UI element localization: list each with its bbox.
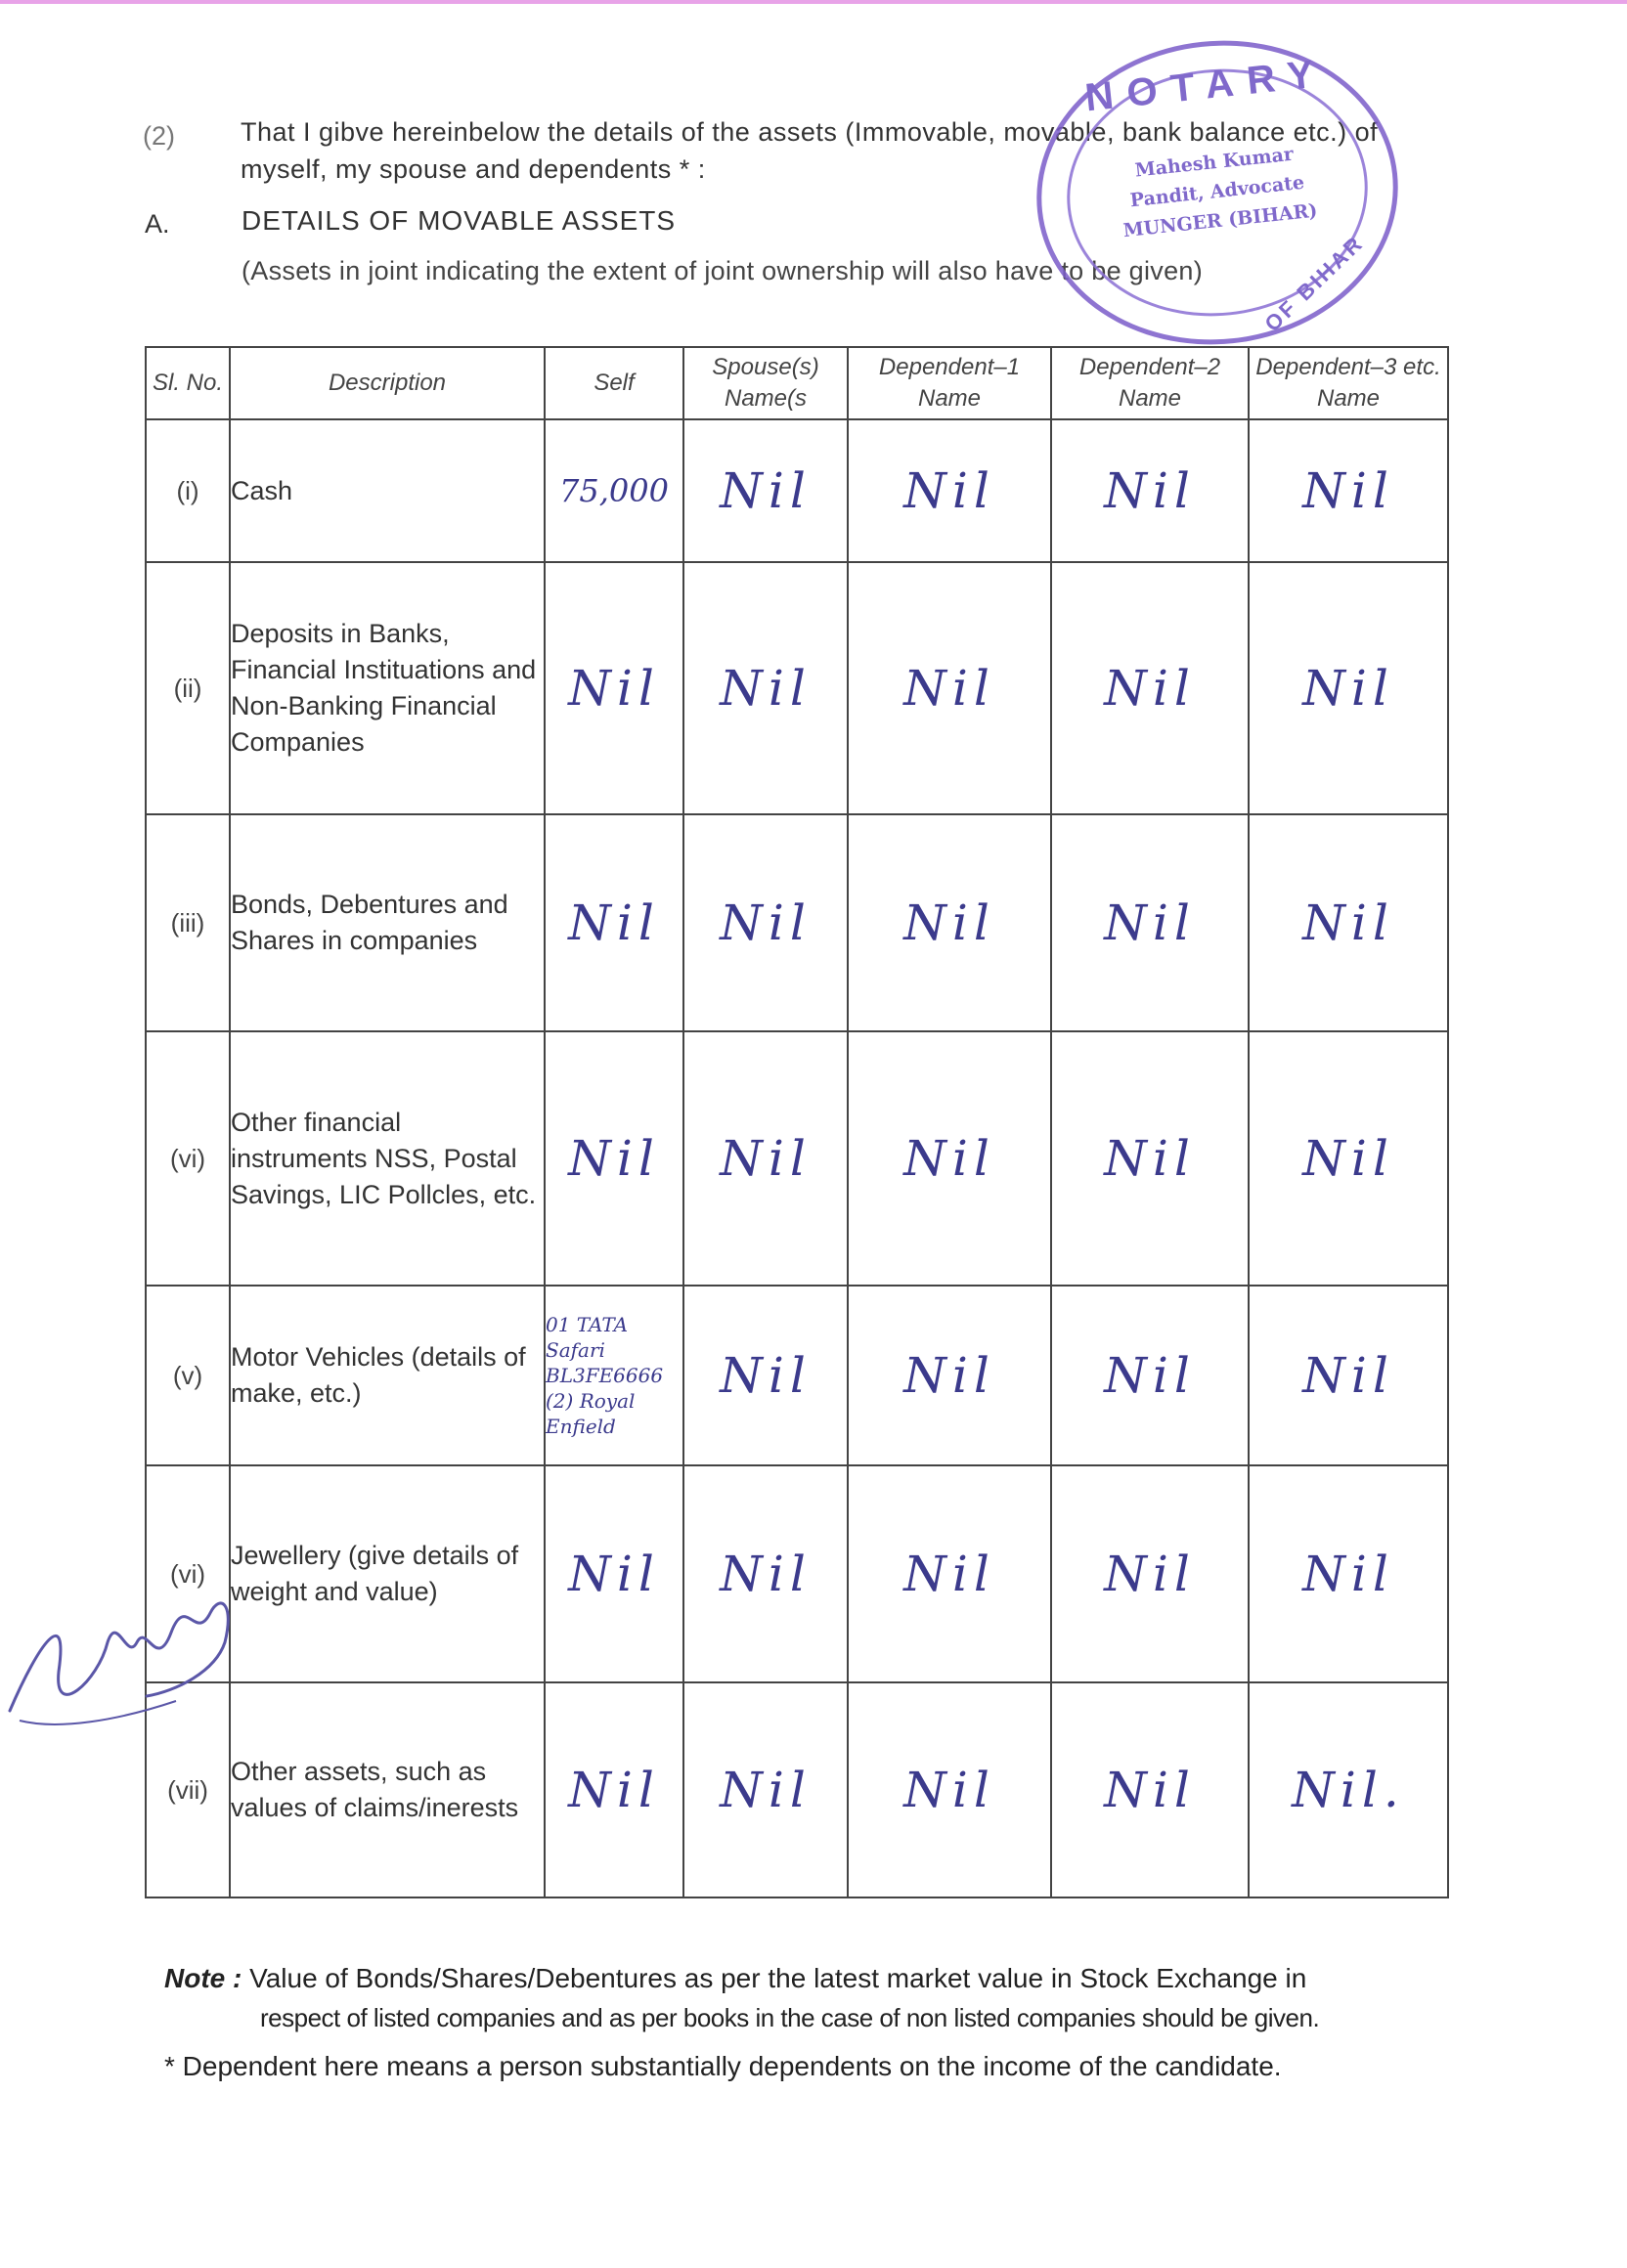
header-self: Self (545, 347, 683, 419)
table-header-row (146, 347, 1448, 419)
table-row (146, 1465, 1448, 1682)
row-description: Jewellery (give details of weight and value) (230, 1465, 545, 1682)
row-dep3-value: Nil (1249, 814, 1448, 1031)
row-dep1-value: Nil (848, 562, 1051, 814)
header-spouse: Spouse(s) Name(s (683, 347, 848, 419)
row-description: Cash (230, 419, 545, 562)
table-row (146, 814, 1448, 1031)
row-sl: (vi) (146, 1031, 230, 1286)
row-self-value: Nil (545, 1031, 683, 1286)
row-sl: (ii) (146, 562, 230, 814)
row-self-value: 75,000 (545, 419, 683, 562)
row-dep1-value: Nil (848, 1286, 1051, 1465)
stamp-state: OF BIHAR (1259, 230, 1369, 337)
row-sl: (iii) (146, 814, 230, 1031)
table-row (146, 562, 1448, 814)
paragraph-text: That I gibve hereinbelow the details of the assets (Immovable, movable, bank balance etc.) of myself, my spouse and dependents * : (241, 117, 1379, 184)
row-spouse-value: Nil (683, 1286, 848, 1465)
row-spouse-value: Nil (683, 562, 848, 814)
row-description: Motor Vehicles (details of make, etc.) (230, 1286, 545, 1465)
row-dep2-value: Nil (1051, 419, 1249, 562)
header-sl-no: Sl. No. (146, 347, 230, 419)
row-self-value: Nil (545, 562, 683, 814)
row-dep1-value: Nil (848, 1465, 1051, 1682)
table-row (146, 1682, 1448, 1897)
top-border-line (0, 0, 1627, 4)
row-dep3-value: Nil (1249, 419, 1448, 562)
vehicle-line-2: BL3FE6666 (546, 1364, 664, 1387)
row-dep2-value: Nil (1051, 814, 1249, 1031)
note-label: Note : (164, 1963, 242, 1993)
row-sl: (vii) (146, 1682, 230, 1897)
vehicle-line-1: 01 TATA Safari (546, 1313, 629, 1362)
row-dep3-value: Nil (1249, 562, 1448, 814)
row-dep3-value: Nil. (1249, 1682, 1448, 1897)
row-dep1-value: Nil (848, 814, 1051, 1031)
row-dep3-value: Nil (1249, 1465, 1448, 1682)
header-dependent-1: Dependent–1 Name (848, 347, 1051, 419)
row-dep3-value: Nil (1249, 1031, 1448, 1286)
row-description: Other assets, such as values of claims/inerests (230, 1682, 545, 1897)
row-dep1-value: Nil (848, 1031, 1051, 1286)
section-title: DETAILS OF MOVABLE ASSETS (242, 205, 677, 236)
row-spouse-value: Nil (683, 1682, 848, 1897)
row-sl: (vi) (146, 1465, 230, 1682)
note-line-2: respect of listed companies and as per books in the case of non listed companies should be given. (260, 2003, 1320, 2032)
table-row (146, 1286, 1448, 1465)
row-spouse-value: Nil (683, 814, 848, 1031)
row-self-value: Nil (545, 1465, 683, 1682)
stamp-designation: Pandit, Advocate (1128, 171, 1306, 212)
stamp-title: NOTARY (1082, 51, 1330, 120)
row-sl: (v) (146, 1286, 230, 1465)
header-dependent-3: Dependent–3 etc. Name (1249, 347, 1448, 419)
notary-stamp (1022, 23, 1413, 363)
row-dep1-value: Nil (848, 419, 1051, 562)
row-self-vehicle-details (545, 1286, 683, 1465)
table-row (146, 419, 1448, 562)
header-dependent-2: Dependent–2 Name (1051, 347, 1249, 419)
row-dep2-value: Nil (1051, 1286, 1249, 1465)
row-dep3-value: Nil (1249, 1286, 1448, 1465)
row-dep1-value: Nil (848, 1682, 1051, 1897)
row-self-value: Nil (545, 814, 683, 1031)
stamp-place: MUNGER (BIHAR) (1121, 199, 1319, 242)
paragraph-number: (2) (143, 121, 175, 151)
row-description: Deposits in Banks, Financial Instituations and Non-Banking Financial Companies (230, 562, 545, 814)
row-spouse-value: Nil (683, 419, 848, 562)
row-spouse-value: Nil (683, 1031, 848, 1286)
section-letter: A. (145, 209, 170, 239)
row-dep2-value: Nil (1051, 1465, 1249, 1682)
row-description: Bonds, Debentures and Shares in companies (230, 814, 545, 1031)
header-description: Description (230, 347, 545, 419)
note-line-1: Value of Bonds/Shares/Debentures as per the latest market value in Stock Exchange in (249, 1963, 1307, 1993)
row-dep2-value: Nil (1051, 562, 1249, 814)
row-self-value: Nil (545, 1682, 683, 1897)
signature-mark (0, 1525, 254, 1750)
stamp-name: Mahesh Kumar (1133, 143, 1295, 182)
row-description: Other financial instruments NSS, Postal Savings, LIC Pollcles, etc. (230, 1031, 545, 1286)
row-sl: (i) (146, 419, 230, 562)
dependent-footnote: * Dependent here means a person substantially dependents on the income of the candidate. (164, 2051, 1282, 2081)
table-row (146, 1031, 1448, 1286)
row-dep2-value: Nil (1051, 1031, 1249, 1286)
movable-assets-table (145, 346, 1449, 1898)
row-spouse-value: Nil (683, 1465, 848, 1682)
note-block (164, 1959, 1474, 2037)
row-dep2-value: Nil (1051, 1682, 1249, 1897)
section-subtitle: (Assets in joint indicating the extent of joint ownership will also have to be given) (242, 256, 1204, 285)
vehicle-line-3: (2) Royal Enfield (546, 1389, 636, 1438)
